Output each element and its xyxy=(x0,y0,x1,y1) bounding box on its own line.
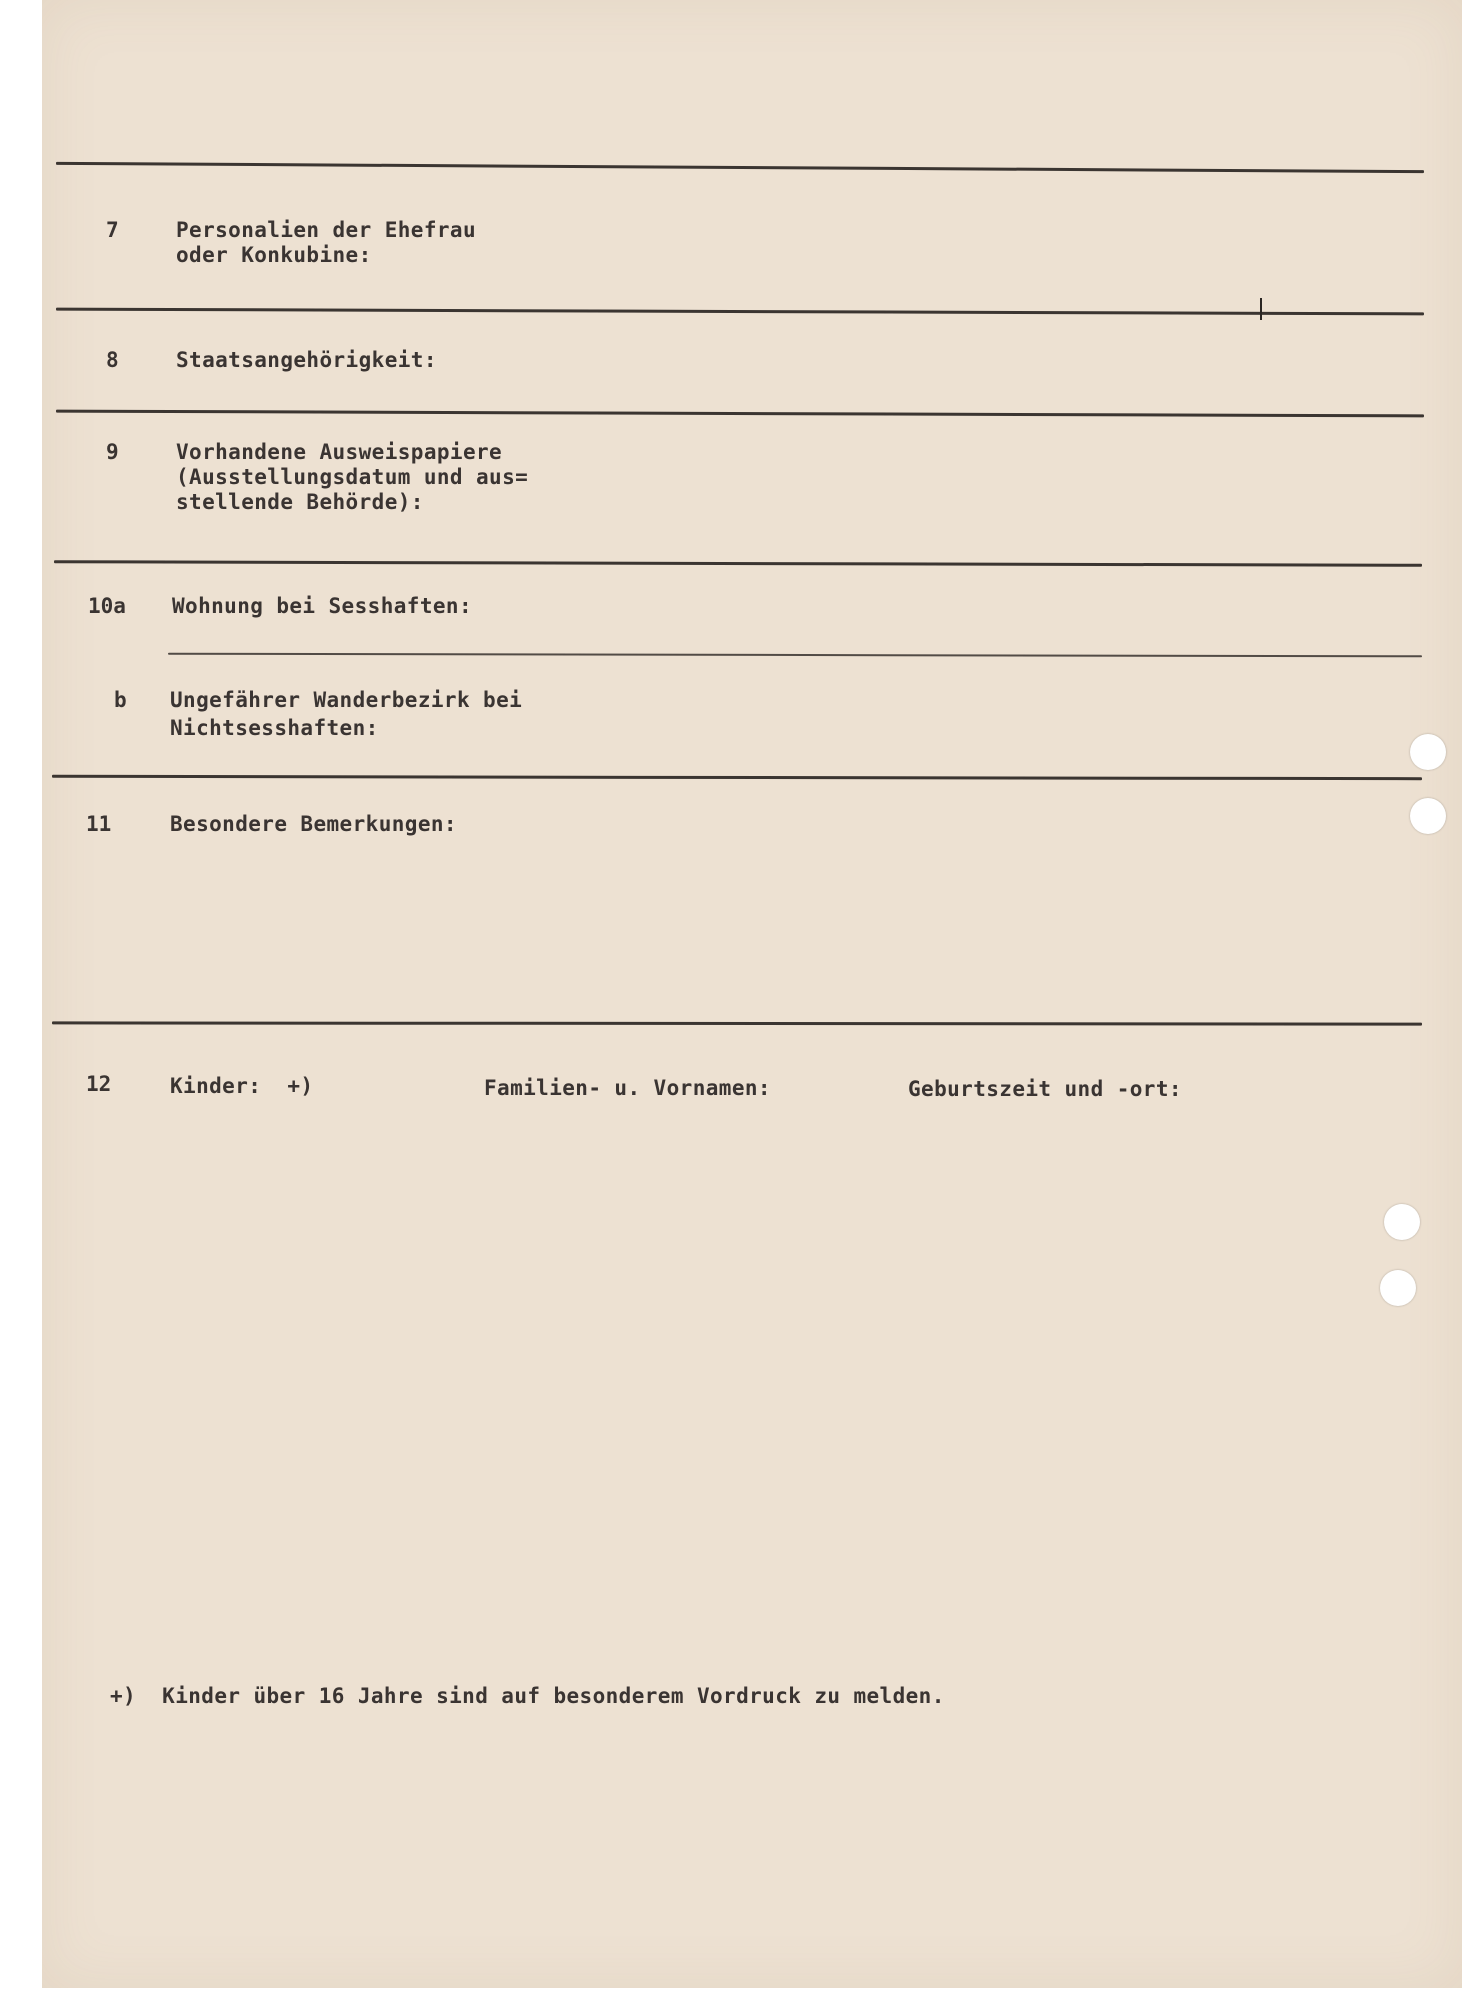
divider-top xyxy=(56,162,1424,173)
item-10b-label-line1: Ungefährer Wanderbezirk bei xyxy=(170,688,523,712)
divider-after-9 xyxy=(54,560,1422,567)
children-column-names: Familien- u. Vornamen: xyxy=(484,1076,771,1100)
footnote: +) Kinder über 16 Jahre sind auf besonderem Vordruck zu melden. xyxy=(110,1684,945,1708)
item-9-label-line1: Vorhandene Ausweispapiere xyxy=(176,440,503,464)
punch-hole-4 xyxy=(1380,1270,1416,1306)
item-11-label: Besondere Bemerkungen: xyxy=(170,812,457,836)
item-number-7: 7 xyxy=(106,218,119,242)
item-10b-label-line2: Nichtsesshaften: xyxy=(170,716,379,740)
divider-after-11 xyxy=(52,1021,1422,1025)
punch-hole-1 xyxy=(1410,734,1446,770)
item-9-label-line3: stellende Behörde): xyxy=(176,490,424,514)
children-column-birth: Geburtszeit und -ort: xyxy=(908,1077,1182,1101)
item-number-10a: 10a xyxy=(88,594,126,618)
item-10a-label: Wohnung bei Sesshaften: xyxy=(172,594,472,618)
document-page xyxy=(42,0,1462,1988)
margin-tick xyxy=(1260,298,1262,320)
item-8-label: Staatsangehörigkeit: xyxy=(176,348,437,372)
item-9-label-line2: (Ausstellungsdatum und aus= xyxy=(176,465,529,489)
punch-hole-3 xyxy=(1384,1204,1420,1240)
item-number-9: 9 xyxy=(106,440,119,464)
item-7-label-line2: oder Konkubine: xyxy=(176,243,372,267)
children-label: Kinder: +) xyxy=(170,1074,314,1098)
item-number-8: 8 xyxy=(106,348,119,372)
divider-10a-line xyxy=(168,653,1422,658)
item-number-10b: b xyxy=(114,688,127,712)
divider-after-10b xyxy=(52,775,1422,780)
item-7-label-line1: Personalien der Ehefrau xyxy=(176,218,476,242)
item-number-11: 11 xyxy=(86,812,112,836)
punch-hole-2 xyxy=(1410,798,1446,834)
item-number-12: 12 xyxy=(86,1072,112,1096)
divider-after-7 xyxy=(56,308,1424,316)
divider-after-8 xyxy=(56,410,1424,418)
